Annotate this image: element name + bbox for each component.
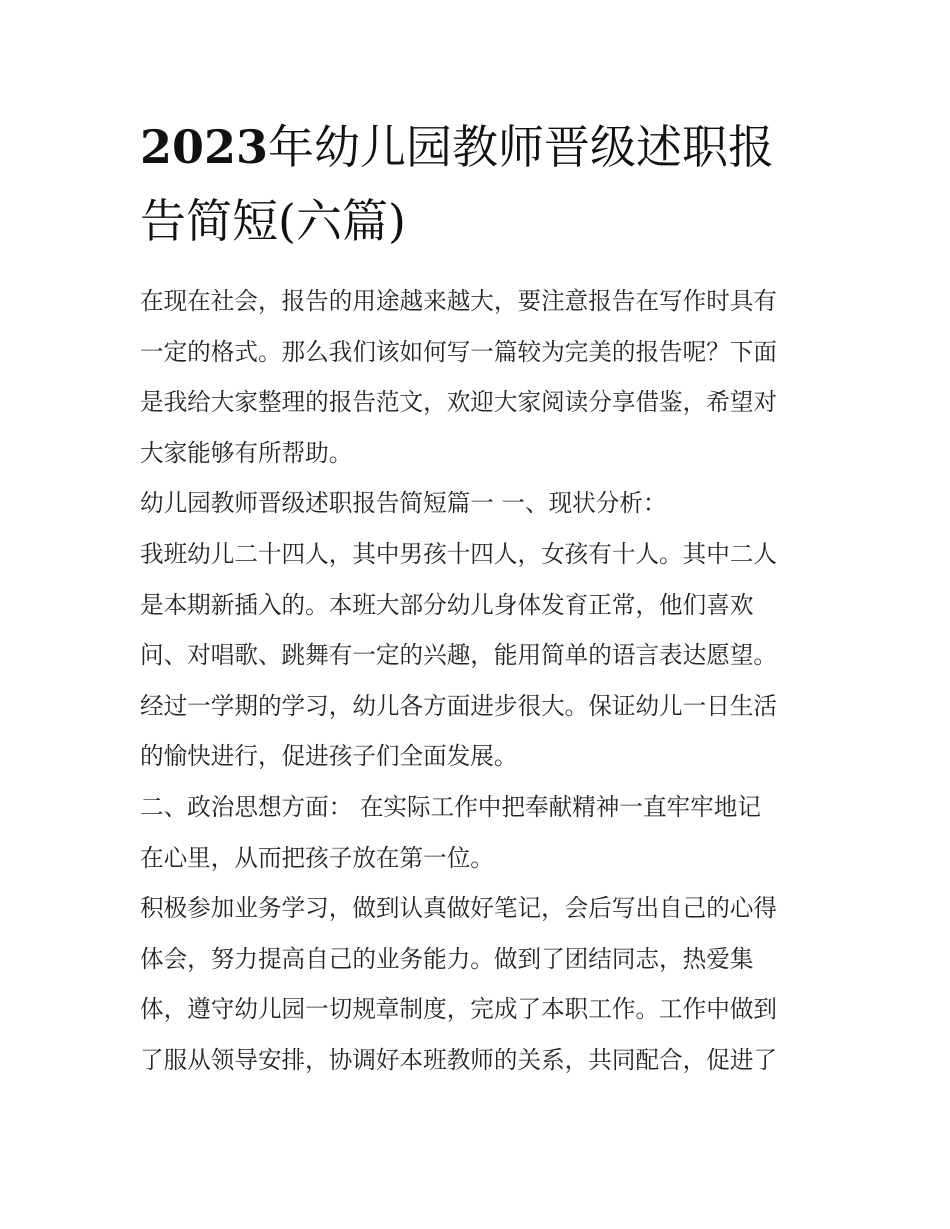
text-line: 幼儿园教师晋级述职报告简短篇一 一、现状分析： <box>140 489 667 518</box>
text-line: 体，遵守幼儿园一切规章制度，完成了本职工作。工作中做到 <box>140 995 778 1024</box>
text-line: 体会，努力提高自己的业务能力。做到了团结同志，热爱集 <box>140 944 754 973</box>
text-line: 二、政治思想方面： 在实际工作中把奉献精神一直牢牢地记 <box>140 792 761 821</box>
text-line: 积极参加业务学习，做到认真做好笔记，会后写出自己的心得 <box>140 894 778 923</box>
document-body <box>140 276 816 1086</box>
paragraph-political-thought <box>140 782 816 883</box>
text-line: 在现在社会，报告的用途越来越大，要注意报告在写作时具有 <box>140 287 778 315</box>
paragraph-professional-study <box>140 883 816 1085</box>
paragraph-status-analysis <box>140 529 816 782</box>
title-line-2-text: 告简短(六篇) <box>140 194 406 248</box>
text-line: 了服从领导安排，协调好本班教师的关系，共同配合，促进了 <box>140 1045 778 1074</box>
text-line: 是我给大家整理的报告范文，欢迎大家阅读分享借鉴，希望对 <box>140 388 778 417</box>
title-line-1-text: 年幼儿园教师晋级述职报 <box>268 120 775 174</box>
text-line: 经过一学期的学习，幼儿各方面进步很大。保证幼儿一日生活 <box>140 691 778 720</box>
text-line: 是本期新插入的。本班大部分幼儿身体发育正常，他们喜欢 <box>140 590 754 619</box>
text-line: 一定的格式。那么我们该如何写一篇较为完美的报告呢？下面 <box>140 337 778 366</box>
document-title <box>140 110 820 258</box>
title-year: 2023 <box>140 120 269 174</box>
text-line: 大家能够有所帮助。 <box>140 438 353 467</box>
text-line: 在心里，从而把孩子放在第一位。 <box>140 843 494 872</box>
text-line: 问、对唱歌、跳舞有一定的兴趣，能用简单的语言表达愿望。 <box>140 641 778 670</box>
text-line: 的愉快进行，促进孩子们全面发展。 <box>140 742 518 771</box>
paragraph-intro <box>140 276 816 478</box>
paragraph-section-heading <box>140 478 816 529</box>
text-line: 我班幼儿二十四人，其中男孩十四人，女孩有十人。其中二人 <box>140 539 778 568</box>
